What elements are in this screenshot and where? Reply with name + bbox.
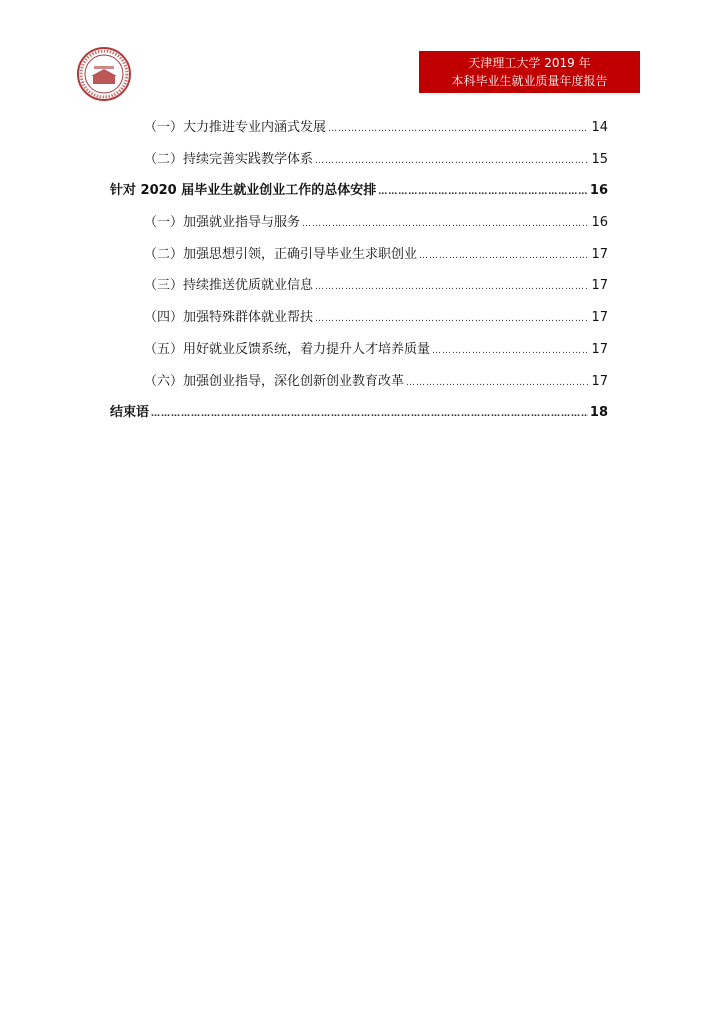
toc-entry-page: 17 bbox=[591, 341, 608, 357]
toc-entry-page: 17 bbox=[591, 373, 608, 389]
toc-entry-title: （五）用好就业反馈系统，着力提升人才培养质量 bbox=[144, 341, 431, 357]
toc-leader-dots bbox=[328, 119, 589, 139]
toc-entry-page: 17 bbox=[591, 278, 608, 294]
toc-entry[interactable] bbox=[110, 372, 608, 404]
toc-leader-dots bbox=[315, 151, 589, 171]
toc-leader-dots bbox=[378, 182, 588, 202]
toc-entry-title: （一）加强就业指导与服务 bbox=[144, 215, 301, 231]
toc-entry[interactable] bbox=[110, 181, 608, 213]
table-of-contents bbox=[110, 118, 608, 435]
toc-entry-page: 18 bbox=[589, 405, 608, 421]
toc-entry-title: （一）大力推进专业内涵式发展 bbox=[144, 120, 327, 135]
toc-entry-title: 针对 2020 届毕业生就业创业工作的总体安排 bbox=[110, 183, 377, 199]
toc-entry-title: （四）加强特殊群体就业帮扶 bbox=[144, 310, 314, 326]
toc-entry-page: 17 bbox=[591, 246, 608, 262]
toc-entry-title: （二）持续完善实践教学体系 bbox=[144, 151, 314, 167]
toc-entry[interactable] bbox=[110, 213, 608, 245]
toc-entry[interactable] bbox=[110, 276, 608, 308]
toc-entry[interactable] bbox=[110, 308, 608, 340]
header-line-2: 本科毕业生就业质量年度报告 bbox=[451, 74, 608, 88]
toc-entry[interactable] bbox=[110, 340, 608, 372]
toc-entry[interactable] bbox=[110, 118, 608, 150]
toc-entry-title: （二）加强思想引领，正确引导毕业生求职创业 bbox=[144, 246, 418, 262]
toc-leader-dots bbox=[315, 277, 589, 297]
toc-entry-page: 16 bbox=[589, 183, 608, 199]
toc-entry[interactable] bbox=[110, 245, 608, 277]
toc-entry-title: 结束语 bbox=[110, 405, 150, 421]
university-seal-logo bbox=[76, 46, 132, 102]
toc-entry-page: 17 bbox=[591, 310, 608, 326]
toc-entry-title: （三）持续推送优质就业信息 bbox=[144, 278, 314, 294]
toc-entry[interactable] bbox=[110, 403, 608, 435]
toc-entry-title: （六）加强创业指导，深化创新创业教育改革 bbox=[144, 373, 405, 389]
report-header-banner bbox=[419, 51, 640, 93]
toc-leader-dots bbox=[302, 214, 589, 234]
toc-entry-page: 16 bbox=[591, 215, 608, 231]
toc-entry[interactable] bbox=[110, 150, 608, 182]
toc-entry-page: 15 bbox=[591, 151, 608, 167]
toc-leader-dots bbox=[151, 404, 588, 424]
toc-leader-dots bbox=[419, 246, 589, 266]
toc-leader-dots bbox=[432, 341, 589, 361]
toc-leader-dots bbox=[315, 309, 589, 329]
header-line-1: 天津理工大学 2019 年 bbox=[468, 56, 591, 70]
toc-entry-page: 14 bbox=[591, 120, 608, 135]
toc-leader-dots bbox=[406, 373, 589, 393]
